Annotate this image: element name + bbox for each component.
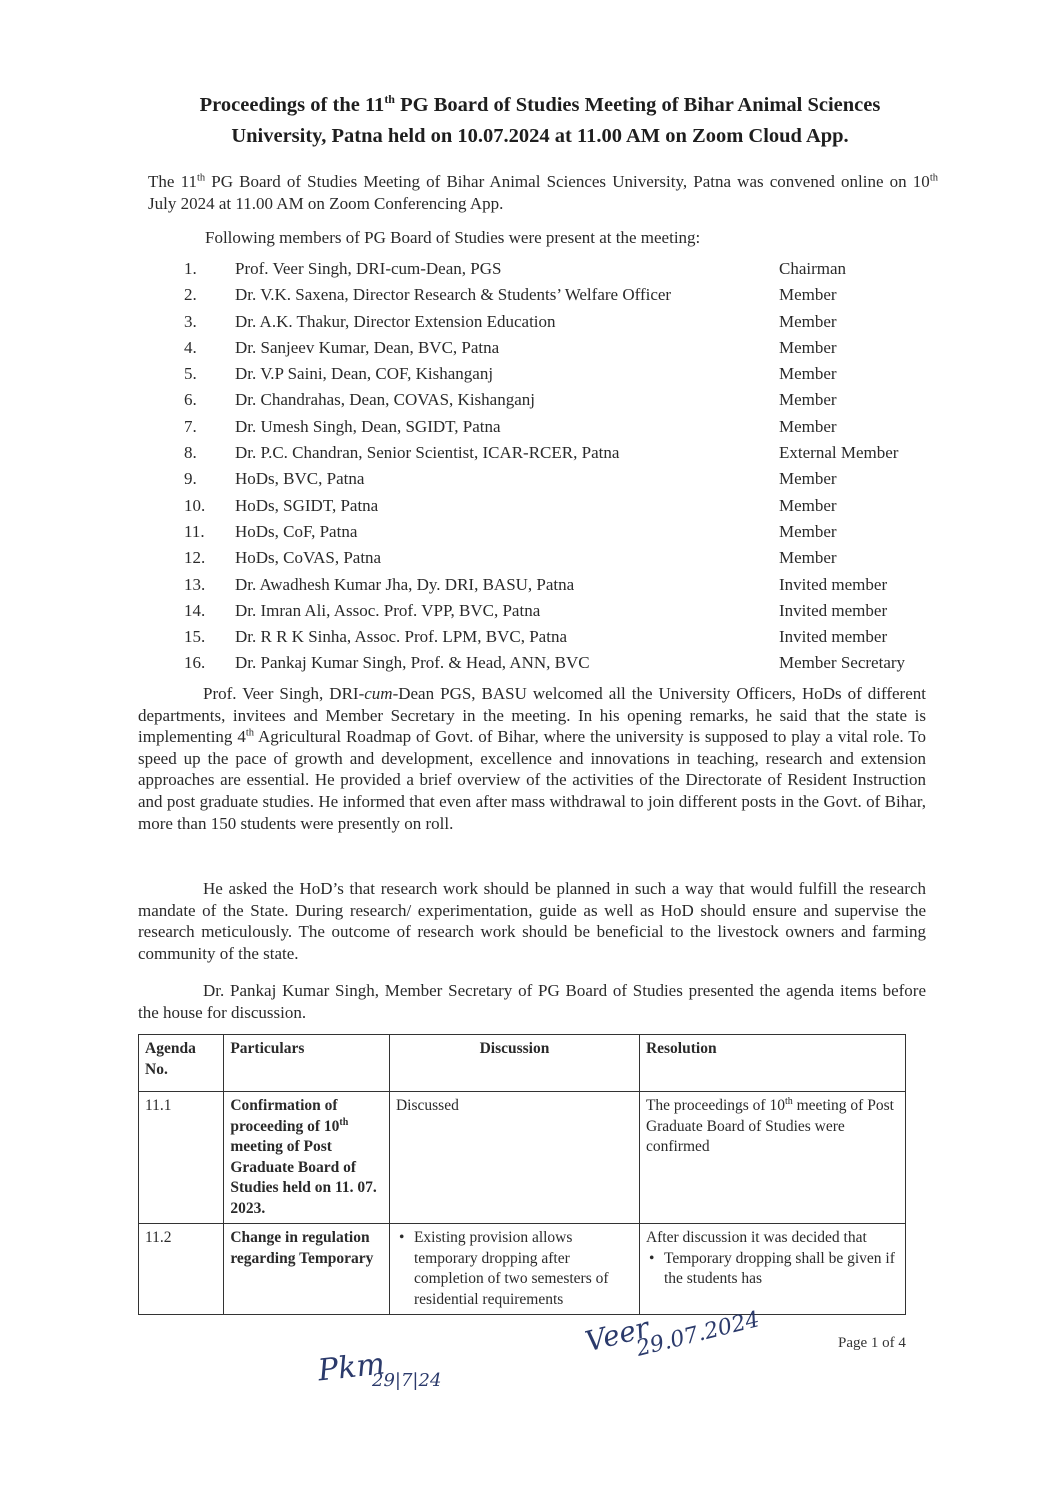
title-line1-sup: th <box>384 92 395 106</box>
present-members-intro: Following members of PG Board of Studies were present at the meeting: <box>205 228 701 247</box>
member-num: 10. <box>184 495 206 515</box>
member-name: Dr. Chandrahas, Dean, COVAS, Kishanganj <box>235 390 535 410</box>
member-num: 7. <box>184 416 197 436</box>
member-row <box>178 361 938 387</box>
member-num: 12. <box>184 548 206 568</box>
member-role: Invited member <box>779 574 888 594</box>
row1-part-b: meeting of Post Graduate Board of Studies held on 11. 07. 2023. <box>230 1138 377 1217</box>
agenda-intro-paragraph: Dr. Pankaj Kumar Singh, Member Secretary of PG Board of Studies presented the agenda items before the house for discussion. <box>138 981 926 1022</box>
title-line2: University, Patna held on 10.07.2024 at 11.00 AM on Zoom Cloud App. <box>231 124 849 147</box>
row1-res-b: meeting of Post Graduate Board of Studies were confirmed <box>645 1097 894 1155</box>
member-num: 8. <box>184 443 197 463</box>
row2-res-bullet: • Temporary dropping shall be given if the students has <box>646 1249 899 1290</box>
header-discussion: Discussion <box>389 1035 639 1092</box>
member-role: Member <box>779 311 837 331</box>
member-name: Dr. Pankaj Kumar Singh, Prof. & Head, ANN, BVC <box>235 653 590 673</box>
member-name: Dr. Sanjeev Kumar, Dean, BVC, Patna <box>235 337 500 357</box>
research-paragraph: He asked the HoD’s that research work should be planned in such a way that would fulfill the research mandate of the State. During research/ experimentation, guide as well as HoD should ensure and supervise the research meticulously. The outcome of research work should be beneficial to the livestock owners and farming community of the state. <box>138 879 926 963</box>
member-name: HoDs, CoF, Patna <box>235 521 358 541</box>
row2-particulars: Change in regulation regarding Temporary <box>224 1224 390 1315</box>
member-role: Invited member <box>779 627 888 647</box>
member-name: Dr. Umesh Singh, Dean, SGIDT, Patna <box>235 416 501 436</box>
para1-italic: cum <box>364 684 393 703</box>
member-num: 4. <box>184 337 197 357</box>
row2-discussion-bullet: • Existing provision allows temporary dropping after completion of two semesters of residential requirements <box>396 1228 633 1310</box>
member-role: Member Secretary <box>779 653 906 673</box>
member-row <box>178 387 938 413</box>
signature-chairman: Veer <box>581 1310 653 1359</box>
member-num: 11. <box>184 521 205 541</box>
member-num: 2. <box>184 285 197 305</box>
member-num: 3. <box>184 311 197 331</box>
member-row <box>178 624 938 650</box>
table-row <box>139 1224 906 1315</box>
member-name: Dr. R R K Sinha, Assoc. Prof. LPM, BVC, Patna <box>235 627 567 647</box>
member-row <box>178 335 938 361</box>
row1-discussion: Discussed <box>389 1092 639 1224</box>
row1-agenda-no: 11.1 <box>139 1092 224 1224</box>
member-row <box>178 545 938 571</box>
para1-a: Prof. Veer Singh, DRI- <box>203 684 365 703</box>
title-line1-b: PG Board of Studies Meeting of Bihar Animal Sciences <box>394 93 881 116</box>
row1-particulars <box>224 1092 390 1224</box>
member-name: Dr. A.K. Thakur, Director Extension Education <box>235 311 556 331</box>
para1-sup: th <box>245 727 255 739</box>
member-num: 5. <box>184 364 197 384</box>
member-role: Member <box>779 469 837 489</box>
member-role: Member <box>779 521 837 541</box>
member-name: Dr. V.K. Saxena, Director Research & Students’ Welfare Officer <box>235 285 672 305</box>
member-num: 13. <box>184 574 206 594</box>
page-number: Page 1 of 4 <box>838 1335 906 1351</box>
member-role: Member <box>779 416 837 436</box>
row1-part-a: Confirmation of proceeding of 10 <box>230 1097 340 1135</box>
member-num: 15. <box>184 627 206 647</box>
intro-a: The 11 <box>148 172 197 191</box>
member-row <box>178 256 938 282</box>
member-row <box>178 519 938 545</box>
member-row <box>178 466 938 492</box>
member-row <box>178 309 938 335</box>
header-particulars: Particulars <box>224 1035 390 1092</box>
intro-c: July 2024 at 11.00 AM on Zoom Conferencing App. <box>148 193 504 213</box>
title-line1-a: Proceedings of the 11 <box>199 93 385 116</box>
member-num: 6. <box>184 390 197 410</box>
member-name: HoDs, SGIDT, Patna <box>235 495 379 515</box>
member-row <box>178 598 938 624</box>
member-name: Dr. P.C. Chandran, Senior Scientist, ICAR-RCER, Patna <box>235 443 620 463</box>
member-name: Dr. V.P Saini, Dean, COF, Kishanganj <box>235 364 494 384</box>
members-list <box>178 256 938 677</box>
member-num: 1. <box>184 259 197 278</box>
row1-resolution <box>639 1092 905 1224</box>
member-role: Member <box>779 337 837 357</box>
member-name: Dr. Imran Ali, Assoc. Prof. VPP, BVC, Patna <box>235 600 541 620</box>
signature-secretary-date: 29|7|24 <box>372 1370 442 1391</box>
member-name: Dr. Awadhesh Kumar Jha, Dy. DRI, BASU, Patna <box>235 574 575 594</box>
member-row <box>178 440 938 466</box>
member-row <box>178 572 938 598</box>
row2-discussion <box>389 1224 639 1315</box>
intro-b: PG Board of Studies Meeting of Bihar Animal Sciences University, Patna was convened online on 10 <box>205 172 930 191</box>
member-role: External Member <box>779 443 899 463</box>
member-role: Member <box>779 364 837 384</box>
member-role: Member <box>779 548 837 568</box>
intro-sup1: th <box>196 172 206 184</box>
intro-paragraph <box>148 171 938 214</box>
row2-resolution <box>639 1224 905 1315</box>
row1-res-a: The proceedings of 10 <box>645 1097 785 1114</box>
agenda-table <box>138 1034 906 1315</box>
table-row <box>139 1092 906 1224</box>
table-header-row <box>139 1035 906 1092</box>
member-row <box>178 282 938 308</box>
member-role: Chairman <box>779 259 847 278</box>
member-role: Invited member <box>779 600 888 620</box>
signature-chairman-date: 29.07.2024 <box>633 1307 763 1362</box>
opening-remarks-paragraph <box>138 683 926 834</box>
header-agenda-no: Agenda No. <box>139 1035 224 1092</box>
row2-res-intro: After discussion it was decided that <box>645 1229 867 1246</box>
header-resolution: Resolution <box>639 1035 905 1092</box>
member-name: HoDs, BVC, Patna <box>235 469 365 489</box>
member-row <box>178 414 938 440</box>
member-num: 14. <box>184 600 206 620</box>
member-num: 16. <box>184 653 206 673</box>
member-role: Member <box>779 390 837 410</box>
member-row <box>178 650 938 676</box>
intro-sup2: th <box>929 172 938 184</box>
member-num: 9. <box>184 469 197 489</box>
member-role: Member <box>779 495 837 515</box>
signature-secretary: Pkm <box>316 1346 387 1389</box>
member-name: HoDs, CoVAS, Patna <box>235 548 382 568</box>
row1-res-sup: th <box>784 1095 793 1107</box>
member-name: Prof. Veer Singh, DRI-cum-Dean, PGS <box>235 259 502 278</box>
row1-part-sup: th <box>339 1116 349 1128</box>
row2-agenda-no: 11.2 <box>139 1224 224 1315</box>
member-row <box>178 493 938 519</box>
member-role: Member <box>779 285 837 305</box>
para1-b: -Dean PGS, BASU welcomed all the University Officers, HoDs of different departments, invitees and Member Secretary in the meeting. In his opening remarks, he said that the state is implementing 4 <box>138 684 926 747</box>
document-title <box>100 84 980 152</box>
para1-c: Agricultural Roadmap of Govt. of Bihar, where the university is supposed to play a vital role. To speed up the pace of growth and development, excellence and innovations in teaching, research and extension approaches are essential. He provided a brief overview of the activities of the Directorate of Resident Instruction and post graduate studies. He informed that even after mass withdrawal to join different posts in the Govt. of Bihar, more than 150 students were presently on roll. <box>138 727 926 833</box>
